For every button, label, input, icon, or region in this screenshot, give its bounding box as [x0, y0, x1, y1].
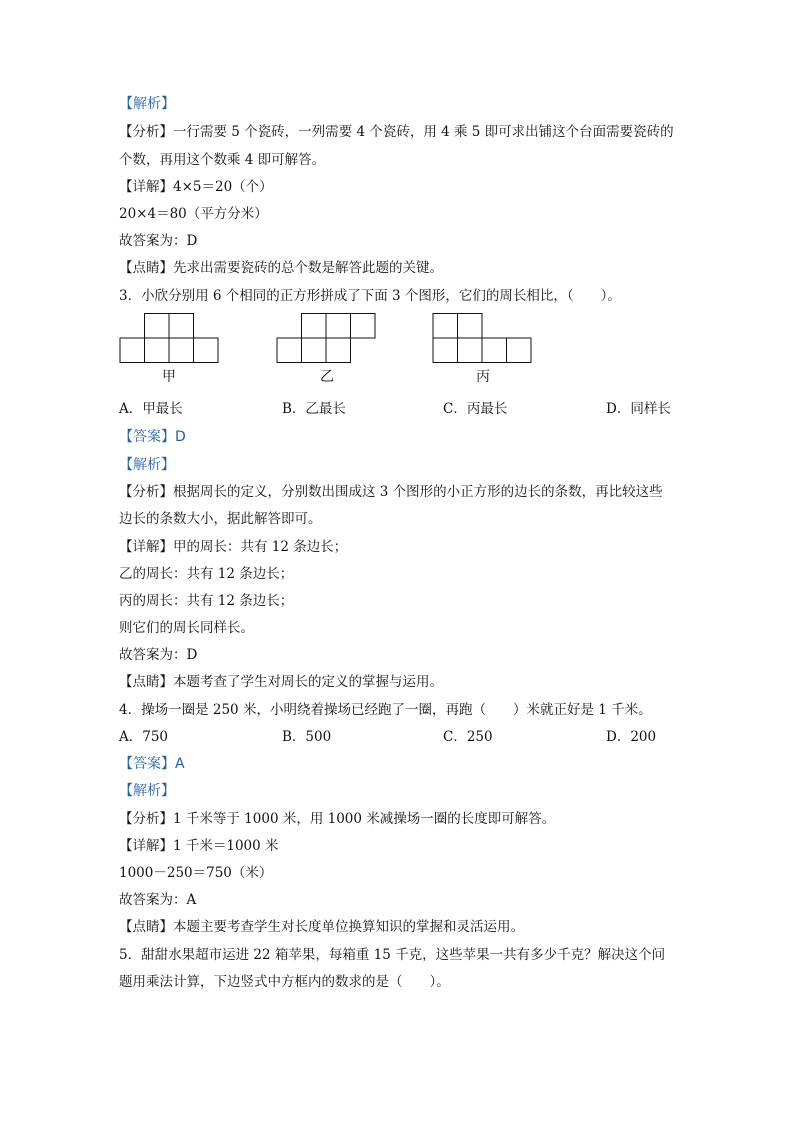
- option-a: A．750: [119, 729, 169, 745]
- question-stem: 题用乘法计算，下边竖式中方框内的数求的是（ ）。: [119, 974, 450, 990]
- analysis-text: 【分析】根据周长的定义，分别数出围成这 3 个图形的小正方形的边长的条数，再比较这些: [119, 484, 663, 500]
- key-point: 【点睛】先求出需要瓷砖的总个数是解答此题的关键。: [119, 260, 443, 276]
- question-stem: 4．操场一圈是 250 米，小明绕着操场已经跑了一圈，再跑（ ）米就正好是 1 千米。: [119, 702, 652, 718]
- analysis-text: 【分析】1 千米等于 1000 米，用 1000 米减操场一圈的长度即可解答。: [119, 811, 556, 827]
- detail-text: 1000－250＝750（米）: [119, 865, 273, 881]
- option-b: B．500: [282, 729, 332, 745]
- option-b: B．乙最长: [282, 401, 346, 417]
- answer-line: 故答案为：A: [119, 892, 197, 908]
- figure-label: 甲: [162, 369, 176, 385]
- figure-jia: [118, 312, 222, 366]
- detail-text: 【详解】1 千米＝1000 米: [119, 838, 279, 854]
- detail-text: 丙的周长：共有 12 条边长；: [119, 593, 294, 609]
- option-a: A．甲最长: [119, 401, 183, 417]
- analysis-text: 边长的条数大小，据此解答即可。: [119, 511, 322, 527]
- key-point: 【点睛】本题考查了学生对周长的定义的掌握与运用。: [119, 674, 443, 690]
- answer-line: 故答案为：D: [119, 233, 198, 249]
- detail-text: 乙的周长：共有 12 条边长；: [119, 566, 294, 582]
- analysis-heading: 【解析】: [119, 457, 175, 473]
- answer-heading: 【答案】D: [119, 429, 186, 445]
- figure-label: 乙: [320, 369, 334, 385]
- figure-label: 丙: [476, 369, 490, 385]
- option-d: D．200: [606, 729, 657, 745]
- detail-text: 则它们的周长同样长。: [119, 620, 254, 636]
- analysis-text: 个数，再用这个数乘 4 即可解答。: [119, 152, 326, 168]
- detail-text: 【详解】4×5＝20（个）: [119, 179, 273, 195]
- figure-bing: [431, 312, 535, 366]
- analysis-heading: 【解析】: [119, 96, 175, 112]
- answer-line: 故答案为：D: [119, 647, 198, 663]
- detail-text: 【详解】甲的周长：共有 12 条边长；: [119, 539, 348, 555]
- analysis-text: 【分析】一行需要 5 个瓷砖，一列需要 4 个瓷砖，用 4 乘 5 即可求出铺这个台面需要瓷砖的: [119, 124, 674, 140]
- option-c: C．丙最长: [443, 401, 508, 417]
- key-point: 【点睛】本题主要考查学生对长度单位换算知识的掌握和灵活运用。: [119, 919, 524, 935]
- option-c: C．250: [443, 729, 493, 745]
- figure-yi: [275, 312, 381, 366]
- question-stem: 5．甜甜水果超市运进 22 箱苹果，每箱重 15 千克，这些苹果一共有多少千克？解决这个问: [119, 947, 666, 963]
- detail-text: 20×4＝80（平方分米）: [119, 206, 268, 222]
- analysis-heading: 【解析】: [119, 783, 175, 799]
- question-stem: 3．小欣分别用 6 个相同的正方形拼成了下面 3 个图形，它们的周长相比，（ ）。: [119, 288, 621, 304]
- answer-heading: 【答案】A: [119, 756, 185, 772]
- option-d: D．同样长: [606, 401, 671, 417]
